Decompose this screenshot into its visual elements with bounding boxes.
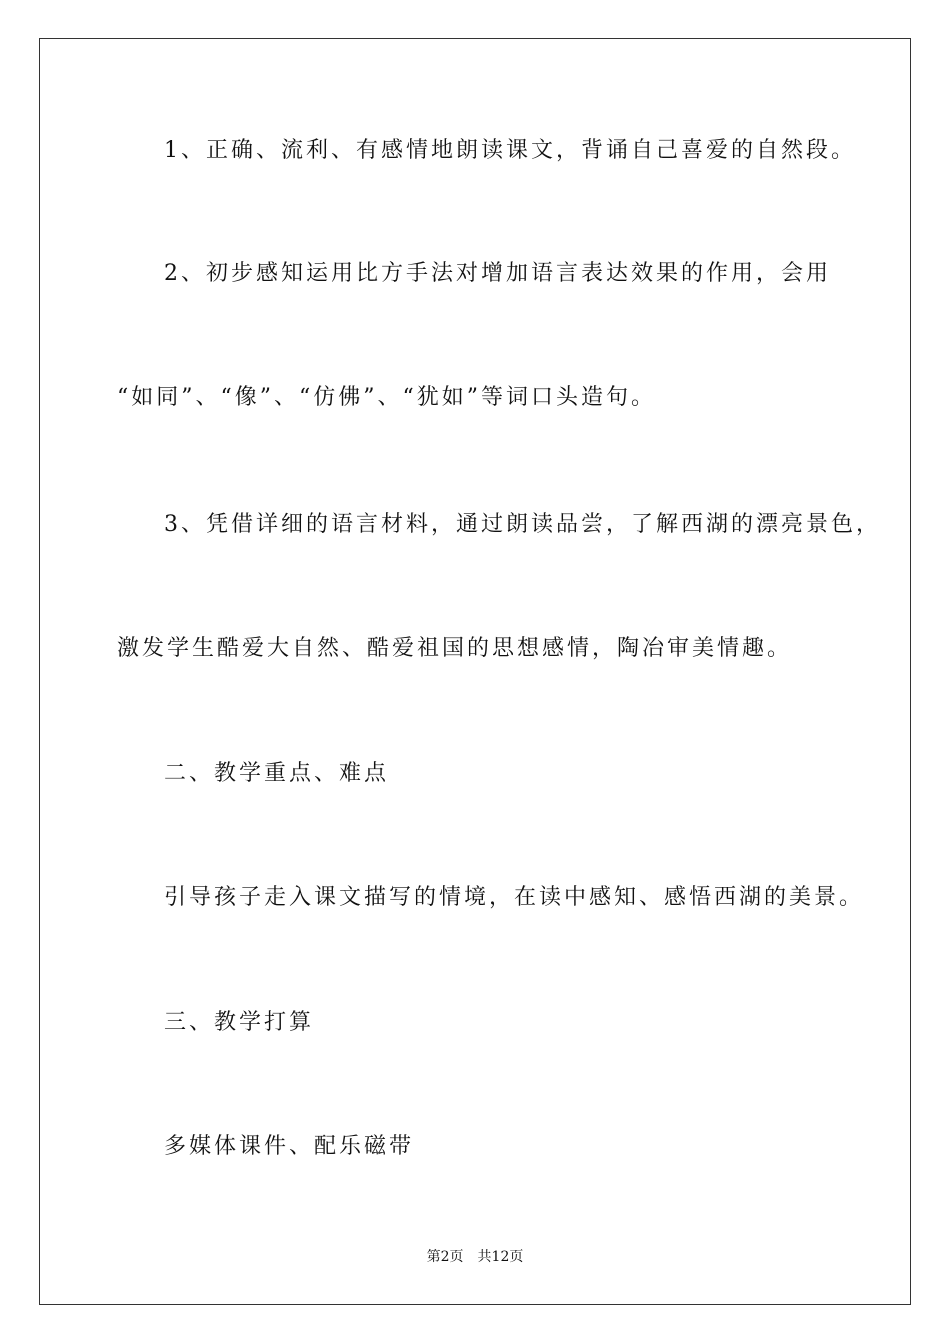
page-border bbox=[39, 38, 911, 1305]
objective-2-continuation-text: “如同”、“像”、“仿佛”、“犹如”等词口头造句。 bbox=[117, 385, 656, 410]
section-heading-key-points: 二、教学重点、难点 bbox=[164, 761, 390, 786]
objective-1-text: 1、正确、流利、有感情地朗读课文，背诵自己喜爱的自然段。 bbox=[164, 138, 856, 163]
total-pages: 共12页 bbox=[477, 1249, 524, 1265]
objective-3-text: 3、凭借详细的语言材料，通过朗读品尝，了解西湖的漂亮景色， bbox=[164, 512, 881, 537]
page-footer bbox=[0, 1249, 950, 1265]
objective-2-text: 2、初步感知运用比方手法对增加语言表达效果的作用，会用 bbox=[164, 261, 831, 286]
preparation-text: 多媒体课件、配乐磁带 bbox=[164, 1134, 415, 1159]
page-number: 第2页 bbox=[426, 1249, 464, 1265]
key-points-text: 引导孩子走入课文描写的情境，在读中感知、感悟西湖的美景。 bbox=[164, 885, 865, 910]
section-heading-preparation: 三、教学打算 bbox=[164, 1010, 315, 1035]
objective-3-continuation-text: 激发学生酷爱大自然、酷爱祖国的思想感情，陶冶审美情趣。 bbox=[117, 636, 793, 661]
